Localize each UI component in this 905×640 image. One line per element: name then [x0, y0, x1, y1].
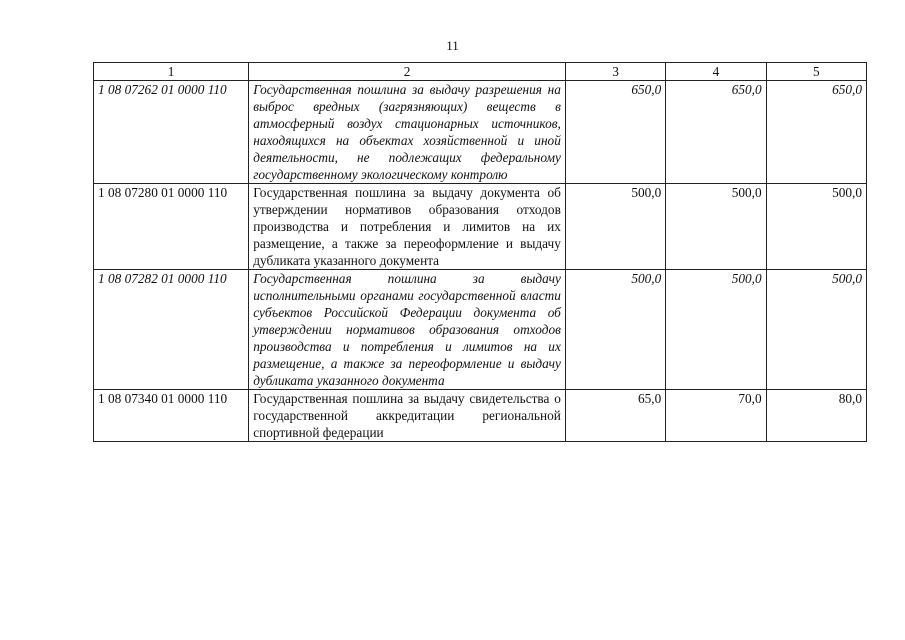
table-row: [94, 81, 867, 184]
budget-code-cell: 1 08 07340 01 0000 110: [94, 390, 249, 442]
description-cell: Государственная пошлина за выдачу исполнительными органами государственной власти субъектов Российской Федерации документа об утверждении нормативов образования отходов производства и потребления и лимитов на их размещение, а также за переоформление и выдачу дубликата указанного документа: [249, 270, 566, 390]
value-cell-col5: 650,0: [766, 81, 866, 184]
value-cell-col3: 500,0: [565, 184, 665, 270]
value-cell-col4: 650,0: [666, 81, 766, 184]
value-cell-col4: 500,0: [666, 270, 766, 390]
table-row: [94, 390, 867, 442]
header-row: [94, 63, 867, 81]
budget-code-cell: 1 08 07280 01 0000 110: [94, 184, 249, 270]
budget-table: [93, 62, 867, 442]
value-cell-col5: 500,0: [766, 270, 866, 390]
header-cell-4: 4: [666, 63, 766, 81]
value-cell-col3: 650,0: [565, 81, 665, 184]
value-cell-col5: 80,0: [766, 390, 866, 442]
header-cell-3: 3: [565, 63, 665, 81]
value-cell-col3: 500,0: [565, 270, 665, 390]
header-cell-5: 5: [766, 63, 866, 81]
budget-code-cell: 1 08 07282 01 0000 110: [94, 270, 249, 390]
value-cell-col4: 70,0: [666, 390, 766, 442]
value-cell-col4: 500,0: [666, 184, 766, 270]
budget-code-cell: 1 08 07262 01 0000 110: [94, 81, 249, 184]
table-row: [94, 270, 867, 390]
value-cell-col3: 65,0: [565, 390, 665, 442]
description-cell: Государственная пошлина за выдачу разрешения на выброс вредных (загрязняющих) веществ в атмосферный воздух стационарных источников, находящихся на объектах хозяйственной и иной деятельности, не подлежащих федеральному государственному экологическому контролю: [249, 81, 566, 184]
description-cell: Государственная пошлина за выдачу свидетельства о государственной аккредитации региональной спортивной федерации: [249, 390, 566, 442]
description-cell: Государственная пошлина за выдачу документа об утверждении нормативов образования отходов производства и потребления и лимитов на их размещение, а также за переоформление и выдачу дубликата указанного документа: [249, 184, 566, 270]
header-cell-1: 1: [94, 63, 249, 81]
header-cell-2: 2: [249, 63, 566, 81]
page-number: 11: [446, 38, 459, 53]
table-row: [94, 184, 867, 270]
value-cell-col5: 500,0: [766, 184, 866, 270]
